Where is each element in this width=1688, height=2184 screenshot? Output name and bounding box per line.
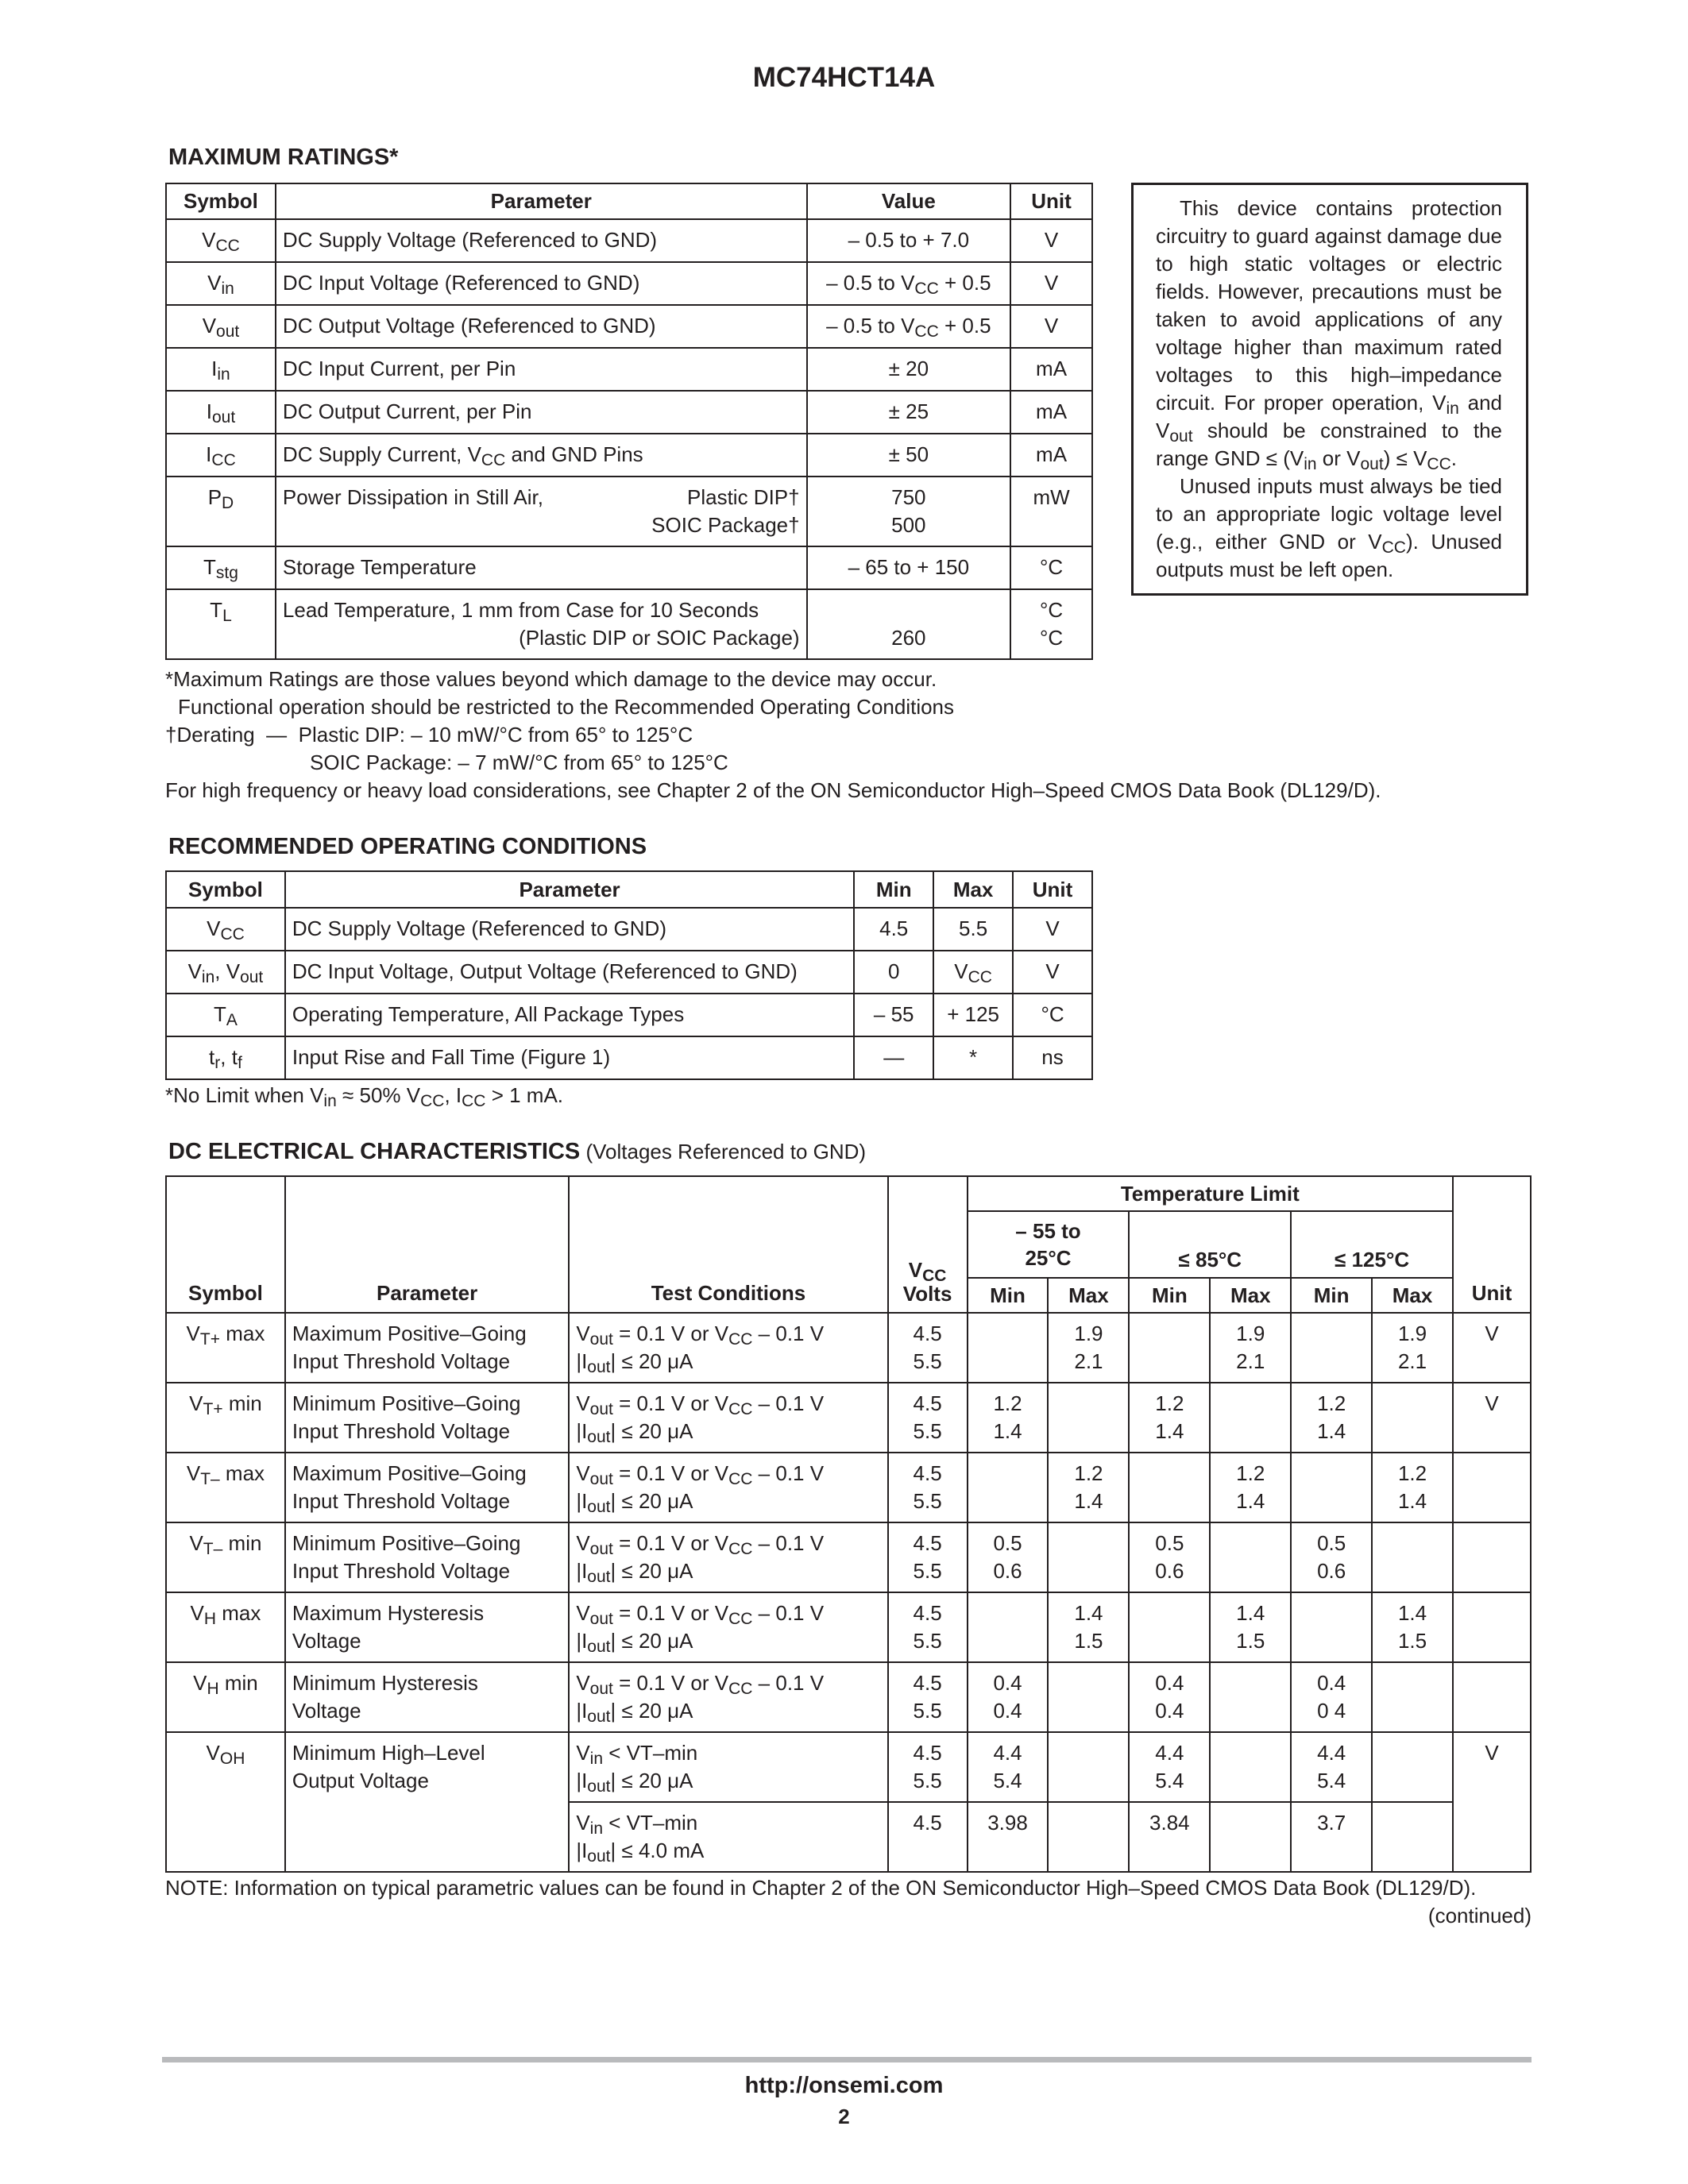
min-125: 3.7 [1291,1802,1372,1872]
max-85 [1210,1732,1291,1802]
vcc: 4.5 [888,1802,968,1872]
value: ± 50 [807,434,1010,477]
symbol: $V_{T-}$ min [166,1522,285,1592]
min-125: 1.2 1.4 [1291,1383,1372,1453]
test-conditions: $V_{out} = 0.1$ V or $V_{CC} - 0.1$ V $|I_{out}| \le 20$ μA [569,1453,887,1522]
col-min: Min [968,1278,1049,1313]
parameter: Minimum High–Level Output Voltage [285,1732,569,1872]
parameter: Maximum Hysteresis Voltage [285,1592,569,1662]
value: – 0.5 to $V_{CC} + 0.5$ [807,262,1010,305]
table-row: $I_{out}$ DC Output Current, per Pin ± 25 mA [166,391,1092,434]
test-conditions: $V_{out} = 0.1$ V or $V_{CC} - 0.1$ V $|I_{out}| \le 20$ μA [569,1383,887,1453]
col-max: Max [1372,1278,1453,1313]
vcc: 4.5 5.5 [888,1592,968,1662]
col-min: Min [854,871,933,908]
max-125 [1372,1662,1453,1732]
min-25: 0.4 0.4 [968,1662,1049,1732]
col-unit: Unit [1010,183,1092,219]
test-conditions: $V_{out} = 0.1$ V or $V_{CC} - 0.1$ V $|I_{out}| \le 20$ μA [569,1522,887,1592]
col-symbol: Symbol [166,183,276,219]
min-25: 4.4 5.4 [968,1732,1049,1802]
symbol: $V_{T-}$ max [166,1453,285,1522]
max-25 [1048,1732,1129,1802]
value: – 65 to + 150 [807,546,1010,589]
col-parameter: Parameter [285,871,854,908]
value: – 0.5 to + 7.0 [807,219,1010,262]
parameter: DC Supply Voltage (Referenced to GND) [276,219,807,262]
rec-op-heading: RECOMMENDED OPERATING CONDITIONS [168,834,647,859]
vcc: 4.5 5.5 [888,1522,968,1592]
unit: V [1010,305,1092,348]
parameter: Minimum Hysteresis Voltage [285,1662,569,1732]
test-conditions: $V_{out} = 0.1$ V or $V_{CC} - 0.1$ V $|I_{out}| \le 20$ μA [569,1662,887,1732]
col-max: Max [933,871,1013,908]
col-unit: Unit [1013,871,1092,908]
col-min: Min [1129,1278,1210,1313]
min-125 [1291,1592,1372,1662]
table-row: $I_{CC}$ DC Supply Current, $V_{CC}$ and GND Pins ± 50 mA [166,434,1092,477]
table-row: $P_D$ Power Dissipation in Still Air, Plastic DIP† SOIC Package† 750 500 mW [166,477,1092,546]
symbol: I [206,399,212,423]
min-125: 4.4 5.4 [1291,1732,1372,1802]
unit: mA [1010,434,1092,477]
symbol: V [207,271,222,295]
max-85: 1.2 1.4 [1210,1453,1291,1522]
unit [1453,1522,1531,1592]
max-125 [1372,1522,1453,1592]
parameter: DC Supply Voltage (Referenced to GND) [285,908,854,951]
value: – 0.5 to $V_{CC} + 0.5$ [807,305,1010,348]
symbol: $V_{OH}$ [166,1732,285,1872]
min-125: 0.5 0.6 [1291,1522,1372,1592]
min: 0 [854,951,933,994]
max-25 [1048,1662,1129,1732]
symbol: $V_H$ max [166,1592,285,1662]
symbol: $V_H$ min [166,1662,285,1732]
max-ratings-notes: *Maximum Ratings are those values beyond which damage to the device may occur. Functional operation should be restricted to the Recommended Operating Conditions †Derating — Plastic DIP: – 10 mW/°C from 65° to 125°C SOIC Package: – 7 mW/°C from 65° to 125°C For high frequency or heavy load considerations, see Chapter 2 of the ON Semiconductor High–Speed CMOS Data Book (DL129/D). [165,667,1381,802]
max-125 [1372,1732,1453,1802]
col-temp-125: ≤ 125°C [1291,1211,1453,1278]
parameter: DC Supply Current, $V_{CC}$ and GND Pins [276,434,807,477]
unit: mA [1010,391,1092,434]
parameter: Operating Temperature, All Package Types [285,994,854,1036]
max: * [933,1036,1013,1079]
table-row [166,994,1092,1036]
max-125 [1372,1383,1453,1453]
col-parameter: Parameter [276,183,807,219]
parameter: DC Input Current, per Pin [276,348,807,391]
min-25: 0.5 0.6 [968,1522,1049,1592]
min-25 [968,1313,1049,1383]
table-row: $T_{stg}$ Storage Temperature – 65 to + 150 °C [166,546,1092,589]
symbol: V [202,314,217,338]
footer-rule [162,2057,1532,2062]
table-row [166,1383,1531,1453]
max-ratings-heading: MAXIMUM RATINGS* [168,145,399,170]
parameter: Power Dissipation in Still Air, Plastic DIP† SOIC Package† [276,477,807,546]
symbol: $t_r$, $t_f$ [166,1036,285,1079]
max-125: 1.2 1.4 [1372,1453,1453,1522]
min-25 [968,1453,1049,1522]
table-row [166,1662,1531,1732]
unit: °C °C [1010,589,1092,659]
dc-char-heading: DC ELECTRICAL CHARACTERISTICS (Voltages Referenced to GND) [168,1139,867,1164]
value: 260 [807,589,1010,659]
unit: mW [1010,477,1092,546]
parameter: DC Output Current, per Pin [276,391,807,434]
max-85: 1.9 2.1 [1210,1313,1291,1383]
col-unit: Unit [1453,1176,1531,1313]
min-85 [1129,1453,1210,1522]
col-temperature-limit: Temperature Limit [968,1176,1453,1211]
max-85 [1210,1662,1291,1732]
table-row [166,1522,1531,1592]
symbol: $T_A$ [166,994,285,1036]
page-title: MC74HCT14A [752,62,936,93]
test-conditions: $V_{in} < VT-\min$ $|I_{out}| \le 4.0$ mA [569,1802,887,1872]
table-row [166,908,1092,951]
esd-protection-note: This device contains protection circuitry to guard against damage due to high static voltages or electric fields. However, precautions must be taken to avoid applications of any voltage higher than maximum rated voltages to this high–impedance circuit. For proper operation, $V_{in}$ and $V_{out}$ should be constrained to the range GND ≤ ($V_{in}$ or $V_{out}) \le V_{CC}$. Unused inputs must always be tied to an appropriate logic voltage level (e.g., either GND or $V_{CC}$). Unused outputs must be left open. [1131,183,1528,596]
symbol: I [211,357,218,380]
min-25: 1.2 1.4 [968,1383,1049,1453]
min: — [854,1036,933,1079]
unit: V [1010,219,1092,262]
symbol: T [203,555,216,579]
unit [1453,1662,1531,1732]
vcc: 4.5 5.5 [888,1313,968,1383]
min-85: 0.4 0.4 [1129,1662,1210,1732]
unit: mA [1010,348,1092,391]
max-25: 1.4 1.5 [1048,1592,1129,1662]
col-value: Value [807,183,1010,219]
col-vcc: $V_{CC}$ Volts [888,1176,968,1313]
max: + 125 [933,994,1013,1036]
min-85: 3.84 [1129,1802,1210,1872]
table-row [166,1732,1531,1802]
table-row [166,1453,1531,1522]
min: 4.5 [854,908,933,951]
symbol: $V_{T+}$ max [166,1313,285,1383]
col-parameter: Parameter [285,1176,569,1313]
max-25 [1048,1383,1129,1453]
dc-char-table [165,1175,1532,1873]
parameter: Storage Temperature [276,546,807,589]
col-temp-85: ≤ 85°C [1129,1211,1291,1278]
table-row: $V_{CC}$ DC Supply Voltage (Referenced to GND) – 0.5 to + 7.0 V [166,219,1092,262]
rec-op-footnote: *No Limit when $V_{in} \approx 50\%$ $V_{CC}$, $I_{CC} > 1$ mA. [165,1083,564,1110]
col-min: Min [1291,1278,1372,1313]
unit [1453,1592,1531,1662]
unit: V [1453,1383,1531,1453]
unit: V [1453,1313,1531,1383]
unit [1453,1453,1531,1522]
min-25 [968,1592,1049,1662]
unit: V [1453,1732,1531,1872]
min-125 [1291,1313,1372,1383]
parameter: Maximum Positive–Going Input Threshold Voltage [285,1453,569,1522]
vcc: 4.5 5.5 [888,1662,968,1732]
col-test-conditions: Test Conditions [569,1176,887,1313]
unit: V [1013,951,1092,994]
min-125: 0.4 0 4 [1291,1662,1372,1732]
table-row [166,951,1092,994]
parameter: Minimum Positive–Going Input Threshold Voltage [285,1383,569,1453]
parameter: DC Input Voltage, Output Voltage (Referenced to GND) [285,951,854,994]
parameter: Maximum Positive–Going Input Threshold Voltage [285,1313,569,1383]
value: ± 25 [807,391,1010,434]
test-conditions: $V_{in} < VT-\min$ $|I_{out}| \le 20$ μA [569,1732,887,1802]
max-85: 1.4 1.5 [1210,1592,1291,1662]
col-max: Max [1210,1278,1291,1313]
table-row: $V_{in}$ DC Input Voltage (Referenced to GND) – 0.5 to $V_{CC} + 0.5$ V [166,262,1092,305]
test-conditions: $V_{out} = 0.1$ V or $V_{CC} - 0.1$ V $|I_{out}| \le 20$ μA [569,1592,887,1662]
max-125 [1372,1802,1453,1872]
col-max: Max [1048,1278,1129,1313]
parameter: DC Output Voltage (Referenced to GND) [276,305,807,348]
min-85 [1129,1313,1210,1383]
parameter: Input Rise and Fall Time (Figure 1) [285,1036,854,1079]
max-ratings-table [165,183,1093,660]
unit: °C [1013,994,1092,1036]
table-row: $I_{in}$ DC Input Current, per Pin ± 20 mA [166,348,1092,391]
symbol: V [202,228,216,252]
max: 5.5 [933,908,1013,951]
max-125: 1.9 2.1 [1372,1313,1453,1383]
table-row [166,1592,1531,1662]
value: 750 500 [807,477,1010,546]
footer-url: http://onsemi.com [744,2073,944,2098]
unit: ns [1013,1036,1092,1079]
min-85: 0.5 0.6 [1129,1522,1210,1592]
max-85 [1210,1802,1291,1872]
max-85 [1210,1383,1291,1453]
symbol: $V_{T+}$ min [166,1383,285,1453]
vcc: 4.5 5.5 [888,1383,968,1453]
max-125: 1.4 1.5 [1372,1592,1453,1662]
table-row: $V_{out}$ DC Output Voltage (Referenced to GND) – 0.5 to $V_{CC} + 0.5$ V [166,305,1092,348]
min: – 55 [854,994,933,1036]
table-row [166,1036,1092,1079]
max-25: 1.9 2.1 [1048,1313,1129,1383]
table-row [166,1313,1531,1383]
unit: V [1013,908,1092,951]
symbol: $V_{CC}$ [166,908,285,951]
vcc: 4.5 5.5 [888,1453,968,1522]
value: ± 20 [807,348,1010,391]
max-25: 1.2 1.4 [1048,1453,1129,1522]
vcc: 4.5 5.5 [888,1732,968,1802]
unit: V [1010,262,1092,305]
table-row: $T_L$ Lead Temperature, 1 mm from Case for 10 Seconds (Plastic DIP or SOIC Package) 260 °C °C [166,589,1092,659]
symbol: I [206,442,212,466]
page-number: 2 [838,2105,850,2128]
dc-char-note: NOTE: Information on typical parametric values can be found in Chapter 2 of the ON Semiconductor High–Speed CMOS Data Book (DL129/D). (continued) [165,1876,1532,1927]
symbol: P [207,485,222,509]
max: $V_{CC}$ [933,951,1013,994]
rec-op-table [165,870,1093,1080]
max-85 [1210,1522,1291,1592]
min-125 [1291,1453,1372,1522]
col-symbol: Symbol [166,871,285,908]
max-25 [1048,1802,1129,1872]
symbol: $V_{in}$, $V_{out}$ [166,951,285,994]
min-85: 4.4 5.4 [1129,1732,1210,1802]
min-25: 3.98 [968,1802,1049,1872]
col-temp-25: – 55 to 25°C [968,1211,1130,1278]
test-conditions: $V_{out} = 0.1$ V or $V_{CC} - 0.1$ V $|I_{out}| \le 20$ μA [569,1313,887,1383]
parameter: Lead Temperature, 1 mm from Case for 10 Seconds (Plastic DIP or SOIC Package) [276,589,807,659]
unit: °C [1010,546,1092,589]
min-85: 1.2 1.4 [1129,1383,1210,1453]
max-25 [1048,1522,1129,1592]
col-symbol: Symbol [166,1176,285,1313]
symbol: T [210,598,223,622]
parameter: DC Input Voltage (Referenced to GND) [276,262,807,305]
parameter: Minimum Positive–Going Input Threshold Voltage [285,1522,569,1592]
min-85 [1129,1592,1210,1662]
